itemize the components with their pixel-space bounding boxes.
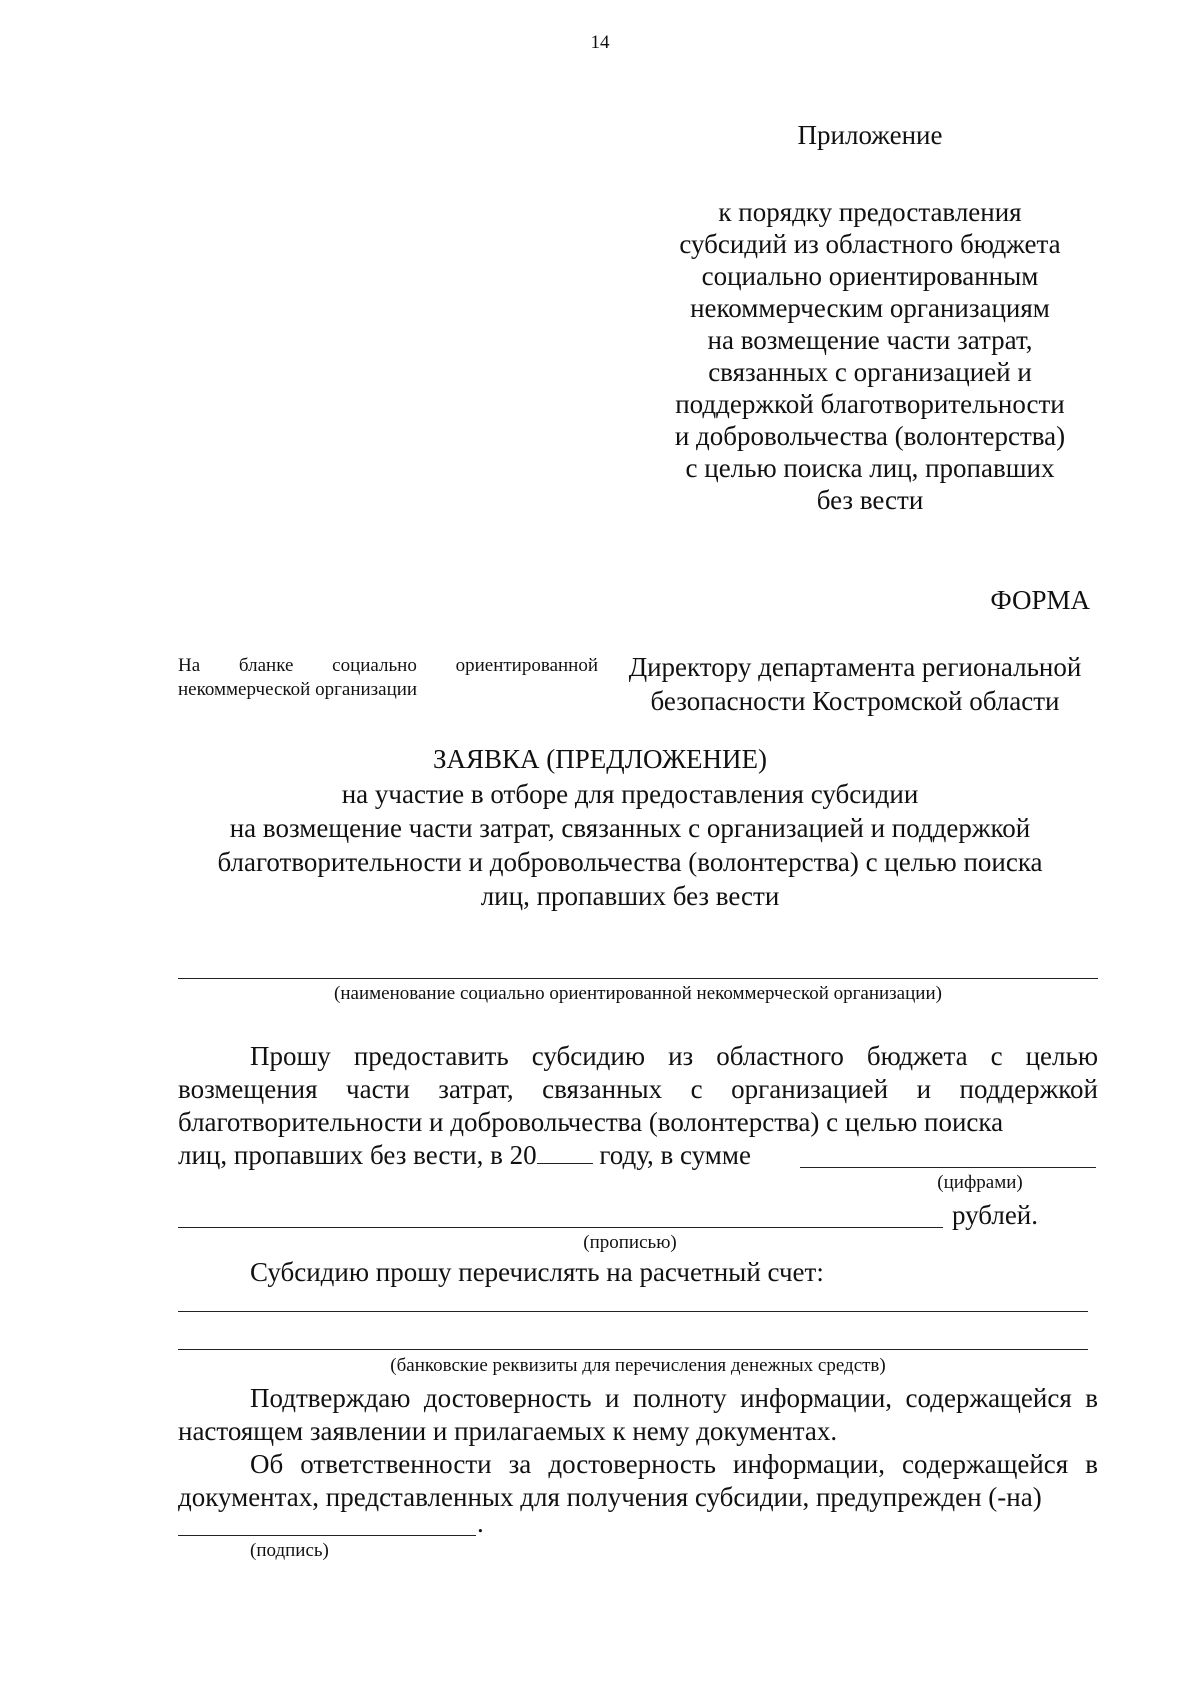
letterhead-note: На бланке социально ориентированной некоммерческой организации — [178, 655, 598, 700]
addressee — [610, 650, 1100, 718]
appendix-title: Приложение — [797, 120, 943, 150]
confirmation-paragraph: Подтверждаю достоверность и полноту информации, содержащейся в настоящем заявлении и прилагаемых к нему документах. — [178, 1383, 1098, 1446]
subtitle-line: на участие в отборе для предоставления субсидии — [341, 779, 919, 809]
appendix-line: поддержкой благотворительности — [675, 389, 1065, 419]
appendix-line: и добровольчества (волонтерства) — [674, 421, 1066, 451]
bank-details-field-2[interactable] — [178, 1349, 1088, 1350]
form-label: ФОРМА — [990, 585, 1090, 615]
bank-details-field-1[interactable] — [178, 1311, 1088, 1312]
subtitle-line: лиц, пропавших без вести — [480, 881, 780, 911]
amount-figures-field[interactable] — [800, 1167, 1096, 1168]
signature-field[interactable] — [178, 1535, 476, 1536]
request-paragraph: Прошу предоставить субсидию из областного бюджета с целью возмещения части затрат, связанных с организацией и поддержкой благотворительности и добровольчества (волонтерства) с целью поиска — [178, 1041, 1098, 1137]
subtitle-line: благотворительности и добровольчества (волонтерства) с целью поиска — [217, 847, 1043, 877]
application-subtitle — [170, 777, 1090, 913]
appendix-line: на возмещение части затрат, — [707, 325, 1033, 355]
org-name-field[interactable] — [178, 978, 1098, 979]
appendix-description — [650, 196, 1090, 516]
appendix-line: к порядку предоставления — [718, 197, 1022, 227]
subtitle-line: на возмещение части затрат, связанных с организацией и поддержкой — [229, 813, 1031, 843]
rubles-label: рублей. — [952, 1200, 1039, 1230]
account-text: Субсидию прошу перечислять на расчетный счет: — [250, 1257, 824, 1287]
figures-caption: (цифрами) — [937, 1172, 1023, 1193]
appendix-line: с целью поиска лиц, пропавших — [685, 453, 1055, 483]
appendix-line: без вести — [816, 485, 924, 515]
signature-caption: (подпись) — [250, 1540, 329, 1561]
org-name-caption: (наименование социально ориентированной некоммерческой организации) — [334, 983, 942, 1004]
responsibility-paragraph: Об ответственности за достоверность информации, содержащейся в документах, представленных для получения субсидии, предупрежден (-на) — [178, 1449, 1098, 1512]
year-suffix: году, в сумме — [599, 1140, 751, 1170]
appendix-line: некоммерческим организациям — [690, 293, 1050, 323]
appendix-line: связанных с организацией и — [708, 357, 1032, 387]
application-title: ЗАЯВКА (ПРЕДЛОЖЕНИЕ) — [432, 744, 768, 774]
appendix-line: субсидий из областного бюджета — [679, 229, 1061, 259]
addressee-line: безопасности Костромской области — [650, 686, 1060, 716]
bank-details-caption: (банковские реквизиты для перечисления денежных средств) — [390, 1355, 886, 1376]
addressee-line: Директору департамента региональной — [628, 652, 1082, 682]
page-number: 14 — [590, 32, 610, 53]
year-field[interactable] — [537, 1141, 593, 1164]
words-caption: (прописью) — [583, 1232, 677, 1253]
signature-dot: . — [477, 1508, 484, 1538]
appendix-line: социально ориентированным — [701, 261, 1039, 291]
amount-words-field[interactable] — [178, 1227, 943, 1228]
request-prefix: лиц, пропавших без вести, в 20 — [178, 1140, 537, 1170]
